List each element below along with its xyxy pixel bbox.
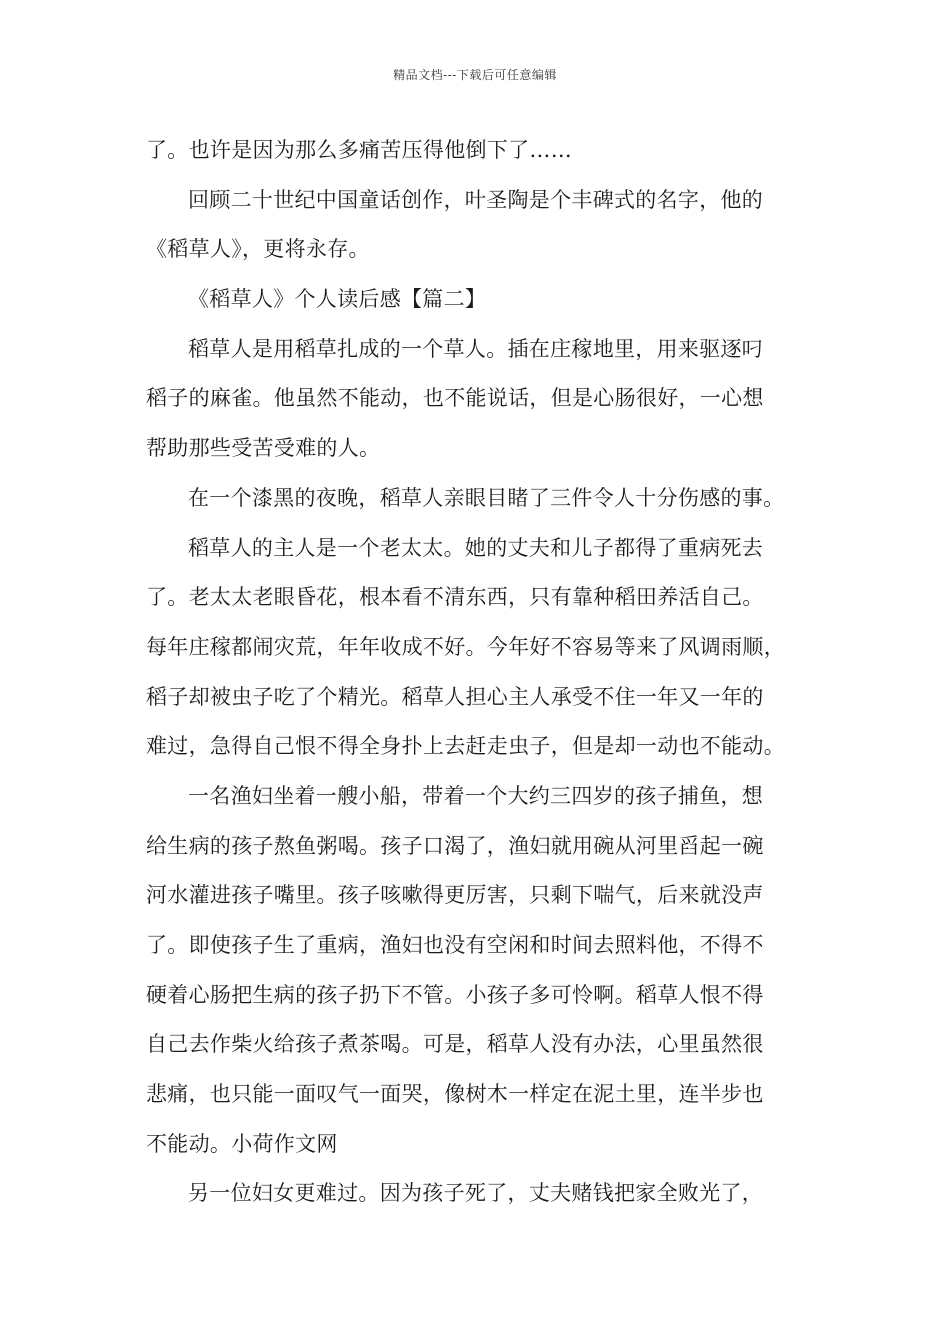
text-line: 《稻草人》，更将永存。 (146, 237, 370, 262)
text-line: 悲痛，也只能一面叹气一面哭，像树木一样定在泥土里，连半步也 (146, 1082, 764, 1107)
text-line: 硬着心肠把生病的孩子扔下不管。小孩子多可怜啊。稻草人恨不得 (146, 982, 764, 1007)
text-line: 每年庄稼都闹灾荒，年年收成不好。今年好不容易等来了风调雨顺， (146, 634, 785, 659)
document-body (146, 126, 806, 1219)
text-line: 难过，急得自己恨不得全身扑上去赶走虫子，但是却一动也不能动。 (146, 734, 785, 759)
page-header: 精品文档---下载后可任意编辑 (393, 68, 557, 82)
text-line: 回顾二十世纪中国童话创作，叶圣陶是个丰碑式的名字，他的 (188, 187, 764, 212)
text-line: 了。即使孩子生了重病，渔妇也没有空闲和时间去照料他，不得不 (146, 933, 764, 957)
text-line: 稻子的麻雀。他虽然不能动，也不能说话，但是心肠很好，一心想 (146, 386, 764, 411)
text-line: 在一个漆黑的夜晚，稻草人亲眼目睹了三件令人十分伤感的事。 (188, 485, 785, 510)
text-line: 另一位妇女更难过。因为孩子死了，丈夫赌钱把家全败光了， (188, 1181, 764, 1206)
text-line: 了。老太太老眼昏花，根本看不清东西，只有靠种稻田养活自己。 (146, 585, 764, 610)
text-line: 稻草人是用稻草扎成的一个草人。插在庄稼地里，用来驱逐叼 (188, 336, 764, 361)
text-line: 了。也许是因为那么多痛苦压得他倒下了…… (146, 138, 572, 162)
text-line: 不能动。小荷作文网 (146, 1131, 338, 1156)
text-line: 自己去作柴火给孩子煮茶喝。可是，稻草人没有办法，心里虽然很 (146, 1032, 764, 1057)
text-line: 稻子却被虫子吃了个精光。稻草人担心主人承受不住一年又一年的 (146, 684, 764, 709)
text-line: 稻草人的主人是一个老太太。她的丈夫和儿子都得了重病死去 (188, 535, 764, 560)
text-line: 给生病的孩子熬鱼粥喝。孩子口渴了，渔妇就用碗从河里舀起一碗 (146, 833, 764, 858)
text-line: 一名渔妇坐着一艘小船，带着一个大约三四岁的孩子捕鱼，想 (188, 783, 764, 808)
text-line: 帮助那些受苦受难的人。 (146, 436, 381, 461)
text-line: 河水灌进孩子嘴里。孩子咳嗽得更厉害，只剩下喘气，后来就没声 (146, 883, 764, 908)
section-heading: 《稻草人》个人读后感【篇二】 (188, 287, 487, 312)
